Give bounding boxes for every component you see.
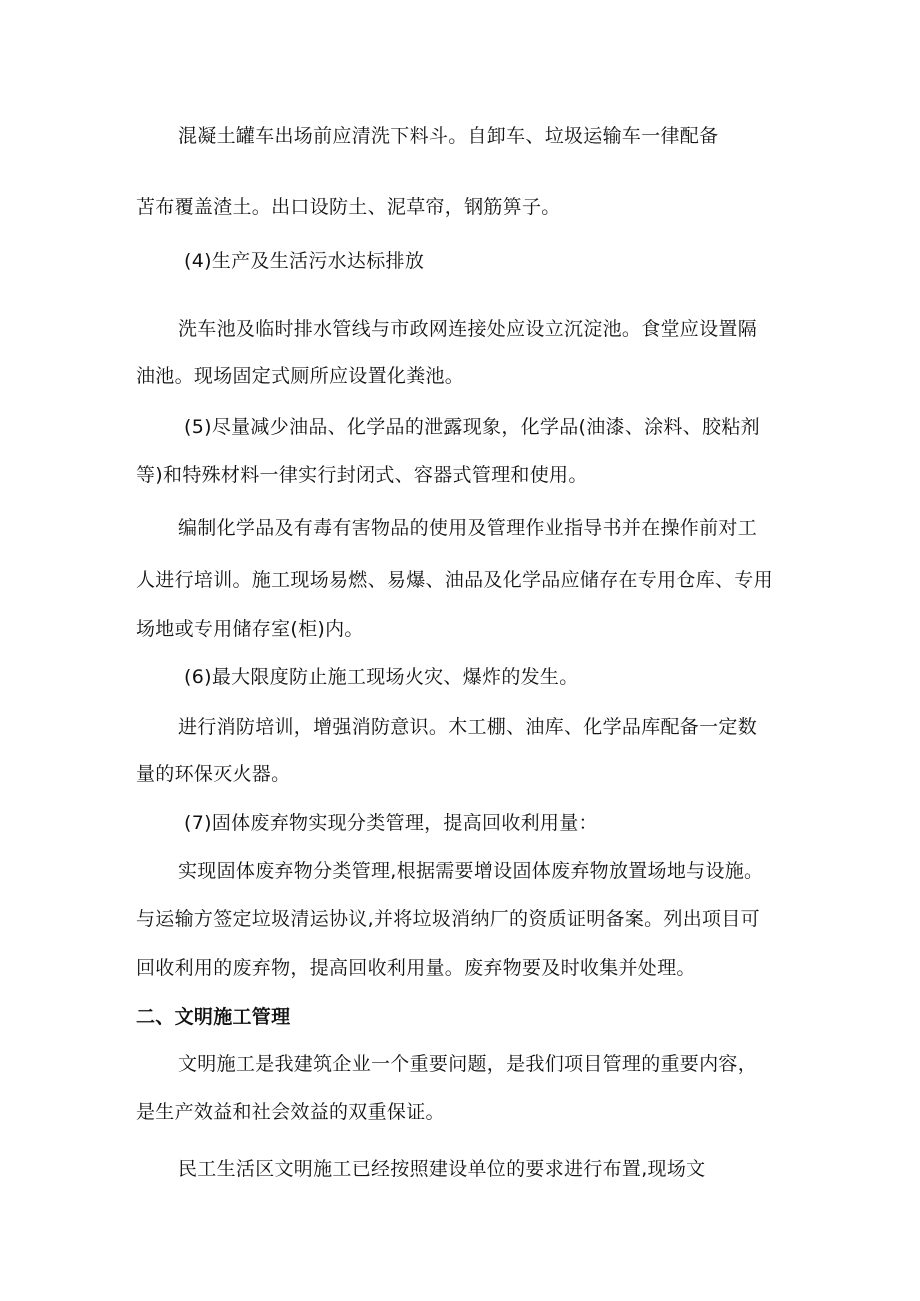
text-line: 是生产效益和社会效益的双重保证。 (136, 1101, 445, 1123)
text-line: 编制化学品及有毒有害物品的使用及管理作业指导书并在操作前对工 (178, 517, 758, 539)
text-line: 场地或专用储存室(柜)内。 (136, 618, 364, 640)
text-line: 回收利用的废弃物，提高回收利用量。废弃物要及时收集并处理。 (136, 957, 696, 979)
list-item-heading: (7)固体废弃物实现分类管理，提高回收利用量： (184, 812, 598, 834)
text-line: 人进行培训。施工现场易燃、易爆、油品及化学品应储存在专用仓库、专用 (136, 569, 773, 591)
text-line: 进行消防培训，增强消防意识。木工棚、油库、化学品库配备一定数 (178, 716, 758, 738)
text-line: 苫布覆盖渣土。出口设防土、泥草帘，钢筋箅子。 (136, 196, 561, 218)
list-item-heading: (6)最大限度防止施工现场火灾、爆炸的发生。 (184, 666, 579, 688)
list-item-heading: (4)生产及生活污水达标排放 (184, 250, 425, 272)
list-item-heading: (5)尽量减少油品、化学品的泄露现象，化学品(油漆、涂料、胶粘剂 (184, 416, 760, 438)
text-line: 与运输方签定垃圾清运协议,并将垃圾消纳厂的资质证明备案。列出项目可 (136, 908, 760, 930)
text-line: 量的环保灭火器。 (136, 763, 291, 785)
text-line: 实现固体废弃物分类管理,根据需要增设固体废弃物放置场地与设施。 (178, 860, 764, 882)
text-line: 洗车池及临时排水管线与市政网连接处应设立沉淀池。食堂应设置隔 (178, 318, 758, 340)
text-line: 油池。现场固定式厕所应设置化粪池。 (136, 365, 465, 387)
section-heading: 二、文明施工管理 (136, 1006, 291, 1028)
text-line: 等)和特殊材料一律实行封闭式、容器式管理和使用。 (136, 464, 588, 486)
text-line: 文明施工是我建筑企业一个重要问题，是我们项目管理的重要内容， (178, 1053, 758, 1075)
text-line: 民工生活区文明施工已经按照建设单位的要求进行布置,现场文 (178, 1158, 706, 1180)
text-line: 混凝土罐车出场前应清洗下料斗。自卸车、垃圾运输车一律配备 (178, 125, 719, 147)
